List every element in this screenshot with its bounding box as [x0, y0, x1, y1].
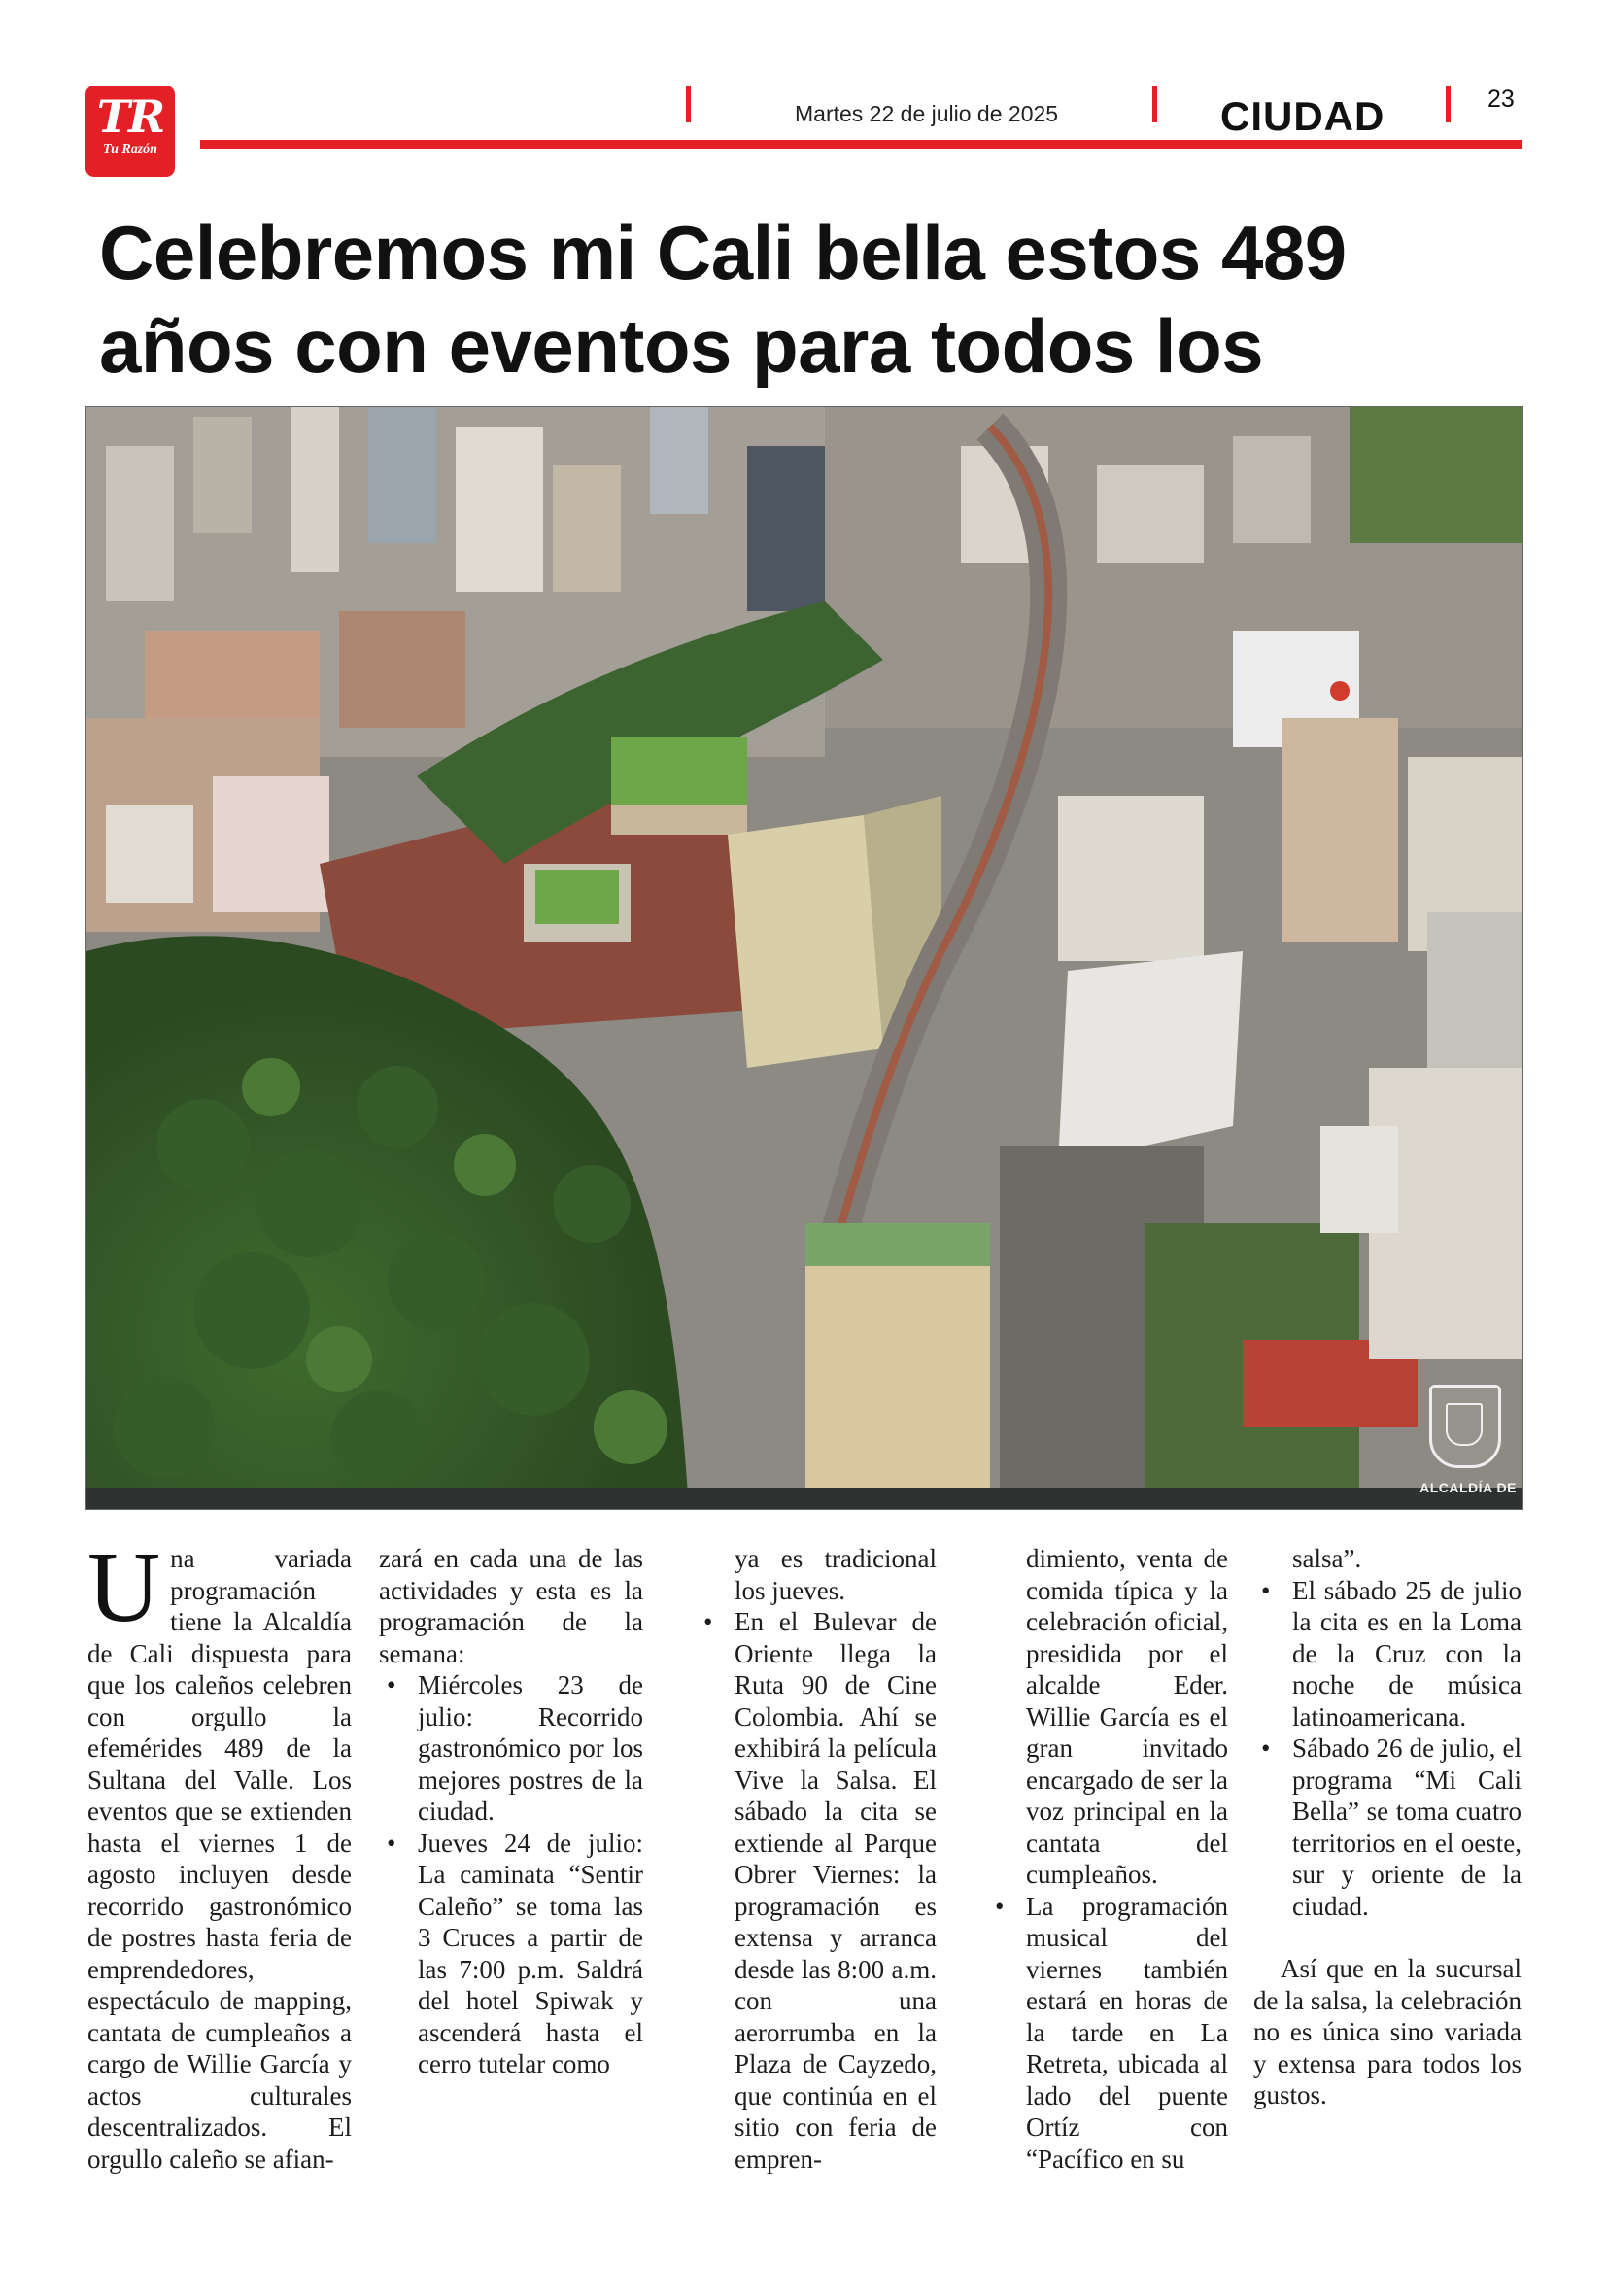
article-column-3 [696, 1543, 937, 2175]
article-paragraph: ya es tradicional los jueves. [735, 1544, 937, 1605]
schedule-item: • La programación musical del viernes también estará en horas de la tarde en La Retreta, ubicada al lado del puente Ortíz con “Pacífico en su [987, 1891, 1228, 2176]
article-column-1 [87, 1531, 352, 2175]
header-divider [686, 86, 691, 122]
closing-paragraph: Así que en la sucursal de la salsa, la celebración no es única sino variada y extensa para todos los gustos. [1253, 1954, 1522, 2109]
schedule-list [987, 1891, 1228, 2176]
photo-watermark: ALCALDÍA DE [1419, 1480, 1517, 1495]
schedule-item: • Sábado 26 de julio, el programa “Mi Cali Bella” se toma cuatro territorios en el oeste, sur y oriente de la ciudad. [1253, 1732, 1522, 1922]
aerial-city-photo [85, 406, 1523, 1510]
section-name: CIUDAD [1220, 93, 1385, 139]
lead-text: na variada programación tiene la Alcaldía de Cali dispuesta para que los caleños celebren con orgullo la efemérides 489 de la Sultana del Valle. Los eventos que se extienden hasta el viernes 1 de agosto incluyen desde recorrido gastronómico de postres hasta feria de emprendedores, espectáculo de mapping, cantata de cumpleaños a cargo de Willie García y actos culturales descentralizados. El orgullo caleño se afian- [87, 1544, 352, 2174]
schedule-item: • Jueves 24 de julio: La caminata “Sentir Caleño” se toma las 3 Cruces a partir de las 7:00 p.m. Saldrá del hotel Spiwak y ascenderá hasta el cerro tutelar como [379, 1828, 643, 2080]
issue-date: Martes 22 de julio de 2025 [795, 101, 1059, 126]
headline: Celebremos mi Cali bella estos 489 años con eventos para todos los [99, 210, 1347, 389]
schedule-list [379, 1669, 643, 2080]
schedule-item: • Miércoles 23 de julio: Recorrido gastronómico por los mejores postres de la ciudad. [379, 1669, 643, 1828]
article-paragraph: zará en cada una de las actividades y esta es la programación de la semana: [379, 1544, 643, 1668]
schedule-list [696, 1606, 937, 2175]
schedule-list [1253, 1575, 1522, 1923]
schedule-item: • El sábado 25 de julio la cita es en la Loma de la Cruz con la noche de música latinoamericana. [1253, 1575, 1522, 1733]
article-column-5 [1253, 1543, 1522, 2111]
article-paragraph [87, 1531, 352, 2175]
drop-cap: U [87, 1531, 161, 1643]
article-column-2 [379, 1543, 643, 2080]
header-rule [200, 140, 1522, 149]
header-divider [1446, 86, 1451, 122]
article-column-4 [987, 1543, 1228, 2175]
newspaper-logo [85, 86, 175, 177]
paragraph-gap [1253, 1922, 1522, 1953]
schedule-item: • En el Bulevar de Oriente llega la Ruta 90 de Cine Colombia. Ahí se exhibirá la película Vive la Salsa. El sábado la cita se extiende al Parque Obrer Viernes: la programación es extensa y arranca desde las 8:00 a.m. con una aerorrumba en la Plaza de Cayzedo, que continúa en el sitio con feria de empren- [696, 1606, 937, 2175]
page-number: 23 [1487, 86, 1515, 113]
logo-letters: TR [96, 90, 164, 143]
header-divider [1152, 86, 1157, 122]
logo-tagline: Tu Razón [103, 142, 157, 156]
article-paragraph: dimiento, venta de comida típica y la celebración oficial, presidida por el alcalde Eder. Willie García es el gran invitado encargado de ser la voz principal en la cantata del cumpleaños. [1026, 1544, 1228, 1889]
article-paragraph: salsa”. [1292, 1544, 1362, 1573]
city-seal-icon [1429, 1385, 1501, 1468]
